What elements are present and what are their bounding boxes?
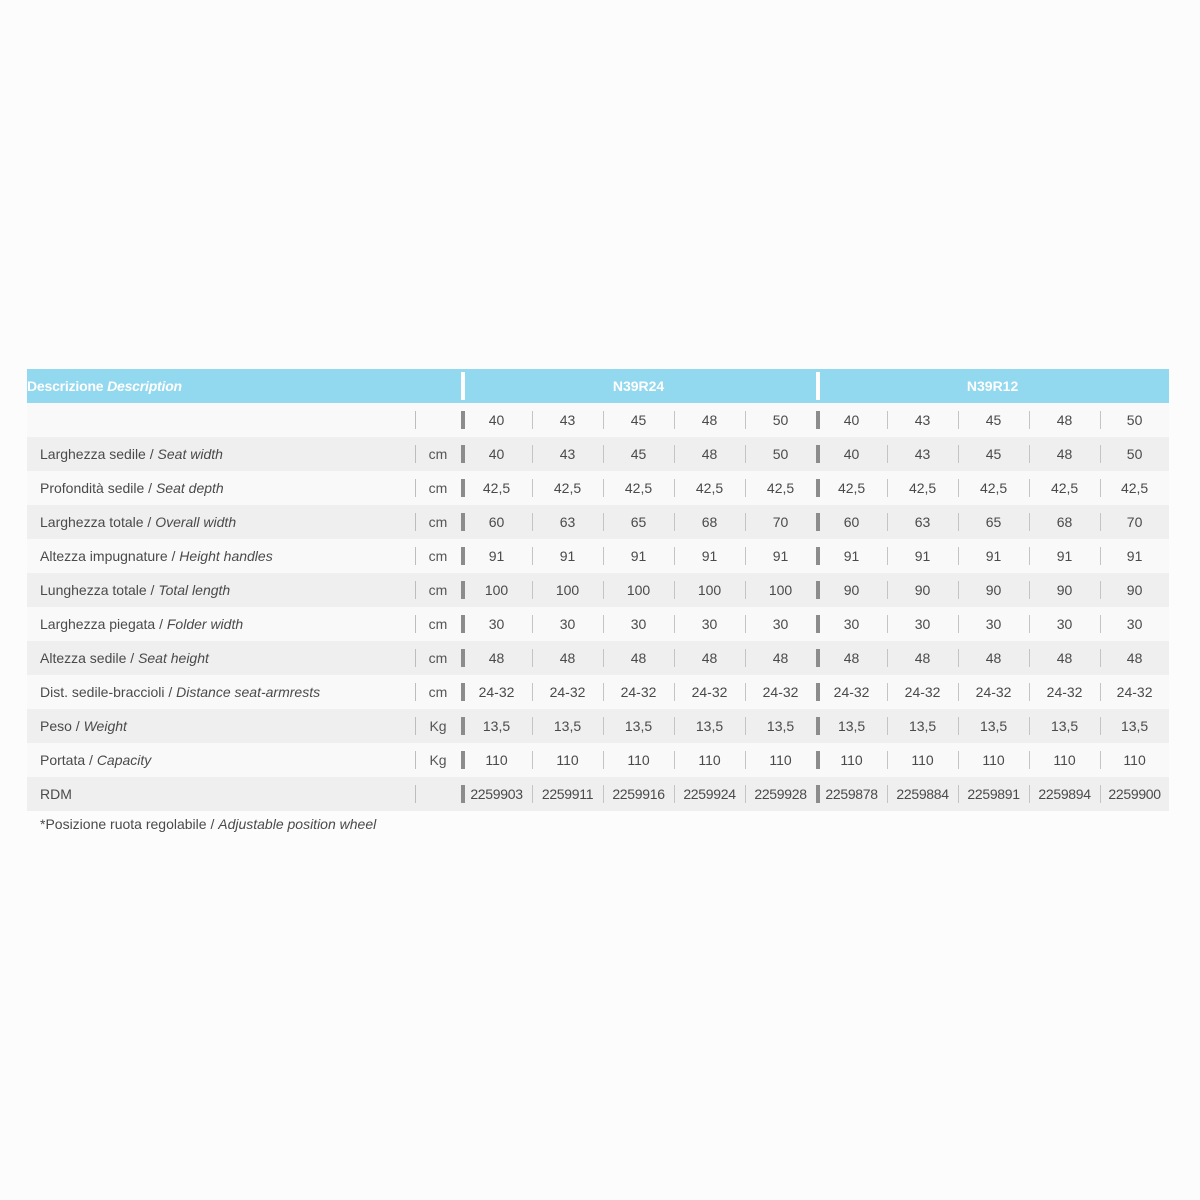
row-unit: cm <box>415 641 461 675</box>
table-row <box>27 743 1169 777</box>
table-cell: 30 <box>532 607 603 641</box>
table-cell: 90 <box>1100 573 1169 607</box>
row-label-en: Distance seat-armrests <box>176 684 321 700</box>
header-group-n39r24: N39R24 <box>461 369 816 403</box>
table-cell: 48 <box>674 641 745 675</box>
row-unit: cm <box>415 471 461 505</box>
table-cell: 30 <box>674 607 745 641</box>
table-row <box>27 471 1169 505</box>
table-cell: 30 <box>887 607 958 641</box>
table-cell: 2259878 <box>816 777 887 811</box>
table-cell: 30 <box>1029 607 1100 641</box>
table-cell: 110 <box>603 743 674 777</box>
row-label <box>27 641 415 675</box>
table-cell: 42,5 <box>461 471 532 505</box>
table-cell: 13,5 <box>461 709 532 743</box>
table-cell: 100 <box>532 573 603 607</box>
row-label <box>27 743 415 777</box>
table-row <box>27 709 1169 743</box>
table-cell: 42,5 <box>603 471 674 505</box>
table-cell: 110 <box>532 743 603 777</box>
row-label <box>27 573 415 607</box>
table-cell: 48 <box>745 641 816 675</box>
table-cell: 13,5 <box>816 709 887 743</box>
table-cell: 48 <box>1100 641 1169 675</box>
row-label-en: Seat height <box>138 650 209 666</box>
table-cell: 91 <box>816 539 887 573</box>
row-label-it: Larghezza sedile / <box>40 446 158 462</box>
table-cell: 110 <box>816 743 887 777</box>
row-label-en: Overall width <box>155 514 237 530</box>
row-unit: cm <box>415 539 461 573</box>
table-cell: 91 <box>461 539 532 573</box>
table-cell: 63 <box>532 505 603 539</box>
row-unit: cm <box>415 437 461 471</box>
table-cell: 24-32 <box>958 675 1029 709</box>
row-label-it: Lunghezza totale / <box>40 582 159 598</box>
row-label-it: Peso / <box>40 718 84 734</box>
row-label <box>27 777 415 811</box>
table-cell: 110 <box>745 743 816 777</box>
table-cell: 65 <box>958 505 1029 539</box>
row-label-it: Dist. sedile-braccioli / <box>40 684 177 700</box>
table-cell: 2259903 <box>461 777 532 811</box>
row-label-it: Portata / <box>40 752 97 768</box>
table-cell: 45 <box>603 403 674 437</box>
row-label-en: Seat depth <box>155 480 224 496</box>
table-cell: 48 <box>1029 641 1100 675</box>
table-cell: 90 <box>958 573 1029 607</box>
row-unit <box>415 777 461 811</box>
header-description-en: Description <box>107 378 182 394</box>
table-cell: 91 <box>745 539 816 573</box>
row-label-en: Capacity <box>96 752 152 768</box>
table-header-row <box>27 369 1169 403</box>
header-description <box>27 369 461 403</box>
row-label-it: Larghezza totale / <box>40 514 156 530</box>
row-unit: cm <box>415 607 461 641</box>
table-cell: 45 <box>958 437 1029 471</box>
table-row <box>27 505 1169 539</box>
table-cell: 2259924 <box>674 777 745 811</box>
table-cell: 110 <box>461 743 532 777</box>
table-cell: 30 <box>603 607 674 641</box>
table-cell: 13,5 <box>745 709 816 743</box>
table-cell: 48 <box>532 641 603 675</box>
table-cell: 91 <box>674 539 745 573</box>
table-cell: 24-32 <box>887 675 958 709</box>
row-unit: cm <box>415 505 461 539</box>
table-cell: 2259891 <box>958 777 1029 811</box>
row-label <box>27 607 415 641</box>
footnote-it: *Posizione ruota regolabile / <box>40 816 219 832</box>
row-label <box>27 471 415 505</box>
row-unit: cm <box>415 675 461 709</box>
row-label-it: RDM <box>40 786 72 802</box>
table-cell: 60 <box>461 505 532 539</box>
table-cell: 45 <box>603 437 674 471</box>
table-row <box>27 641 1169 675</box>
table-row <box>27 573 1169 607</box>
row-label-it: Profondità sedile / <box>40 480 156 496</box>
table-cell: 2259911 <box>532 777 603 811</box>
table-cell: 24-32 <box>816 675 887 709</box>
table-cell: 90 <box>1029 573 1100 607</box>
row-label <box>27 709 415 743</box>
table-cell: 48 <box>1029 437 1100 471</box>
table-cell: 2259928 <box>745 777 816 811</box>
row-label-en: Seat width <box>157 446 223 462</box>
spec-table <box>27 369 1169 811</box>
table-cell: 13,5 <box>887 709 958 743</box>
table-cell: 48 <box>461 641 532 675</box>
table-cell: 40 <box>461 437 532 471</box>
row-label <box>27 539 415 573</box>
table-cell: 45 <box>958 403 1029 437</box>
table-cell: 24-32 <box>674 675 745 709</box>
row-label <box>27 437 415 471</box>
table-cell: 48 <box>1029 403 1100 437</box>
table-cell: 42,5 <box>958 471 1029 505</box>
table-cell: 91 <box>958 539 1029 573</box>
table-cell: 100 <box>674 573 745 607</box>
row-label-it: Larghezza piegata / <box>40 616 167 632</box>
table-cell: 68 <box>1029 505 1100 539</box>
table-cell: 50 <box>1100 437 1169 471</box>
table-row <box>27 437 1169 471</box>
table-cell: 110 <box>958 743 1029 777</box>
table-cell: 68 <box>674 505 745 539</box>
table-cell: 63 <box>887 505 958 539</box>
table-cell: 50 <box>1100 403 1169 437</box>
table-cell: 43 <box>887 437 958 471</box>
table-row <box>27 777 1169 811</box>
table-cell: 91 <box>1029 539 1100 573</box>
row-label-it: Altezza impugnature / <box>40 548 180 564</box>
table-cell: 43 <box>532 437 603 471</box>
table-row <box>27 607 1169 641</box>
table-cell: 70 <box>745 505 816 539</box>
table-cell: 65 <box>603 505 674 539</box>
table-cell: 30 <box>816 607 887 641</box>
row-unit <box>415 403 461 437</box>
footnote <box>40 816 376 832</box>
table-cell: 100 <box>745 573 816 607</box>
table-cell: 48 <box>674 403 745 437</box>
table-row <box>27 403 1169 437</box>
table-cell: 42,5 <box>1100 471 1169 505</box>
table-cell: 48 <box>887 641 958 675</box>
table-cell: 42,5 <box>887 471 958 505</box>
table-cell: 50 <box>745 403 816 437</box>
row-label-it: Altezza sedile / <box>40 650 139 666</box>
table-cell: 70 <box>1100 505 1169 539</box>
row-label-en: Height handles <box>179 548 273 564</box>
table-cell: 50 <box>745 437 816 471</box>
row-label <box>27 675 415 709</box>
table-cell: 2259916 <box>603 777 674 811</box>
table-cell: 42,5 <box>674 471 745 505</box>
table-cell: 48 <box>958 641 1029 675</box>
table-row <box>27 675 1169 709</box>
row-label-en: Folder width <box>166 616 244 632</box>
table-cell: 43 <box>887 403 958 437</box>
table-cell: 42,5 <box>816 471 887 505</box>
row-unit: cm <box>415 573 461 607</box>
row-unit: Kg <box>415 743 461 777</box>
row-label-en: Total length <box>158 582 231 598</box>
row-label <box>27 403 415 437</box>
table-cell: 24-32 <box>1100 675 1169 709</box>
table-cell: 100 <box>603 573 674 607</box>
table-cell: 40 <box>816 403 887 437</box>
table-cell: 110 <box>1100 743 1169 777</box>
table-cell: 48 <box>603 641 674 675</box>
table-cell: 60 <box>816 505 887 539</box>
table-cell: 13,5 <box>674 709 745 743</box>
row-unit: Kg <box>415 709 461 743</box>
table-row <box>27 539 1169 573</box>
table-cell: 42,5 <box>1029 471 1100 505</box>
table-cell: 24-32 <box>745 675 816 709</box>
footnote-en: Adjustable position wheel <box>218 816 377 832</box>
table-cell: 13,5 <box>958 709 1029 743</box>
table-cell: 48 <box>816 641 887 675</box>
header-group-n39r12: N39R12 <box>816 369 1169 403</box>
table-cell: 40 <box>816 437 887 471</box>
table-cell: 42,5 <box>532 471 603 505</box>
table-cell: 91 <box>887 539 958 573</box>
table-cell: 13,5 <box>603 709 674 743</box>
table-cell: 43 <box>532 403 603 437</box>
table-cell: 24-32 <box>461 675 532 709</box>
table-cell: 24-32 <box>603 675 674 709</box>
header-description-it: Descrizione <box>27 378 104 394</box>
table-cell: 24-32 <box>532 675 603 709</box>
table-cell: 91 <box>603 539 674 573</box>
table-cell: 30 <box>1100 607 1169 641</box>
table-cell: 110 <box>674 743 745 777</box>
table-cell: 2259900 <box>1100 777 1169 811</box>
table-cell: 42,5 <box>745 471 816 505</box>
table-cell: 110 <box>887 743 958 777</box>
table-cell: 90 <box>816 573 887 607</box>
table-cell: 13,5 <box>1100 709 1169 743</box>
table-cell: 40 <box>461 403 532 437</box>
table-cell: 100 <box>461 573 532 607</box>
table-cell: 91 <box>1100 539 1169 573</box>
table-cell: 30 <box>745 607 816 641</box>
table-cell: 90 <box>887 573 958 607</box>
table-cell: 110 <box>1029 743 1100 777</box>
table-cell: 30 <box>958 607 1029 641</box>
table-cell: 2259894 <box>1029 777 1100 811</box>
row-label-en: Weight <box>83 718 127 734</box>
table-cell: 24-32 <box>1029 675 1100 709</box>
table-cell: 13,5 <box>532 709 603 743</box>
table-cell: 91 <box>532 539 603 573</box>
row-label <box>27 505 415 539</box>
table-cell: 48 <box>674 437 745 471</box>
table-cell: 30 <box>461 607 532 641</box>
table-cell: 13,5 <box>1029 709 1100 743</box>
table-cell: 2259884 <box>887 777 958 811</box>
